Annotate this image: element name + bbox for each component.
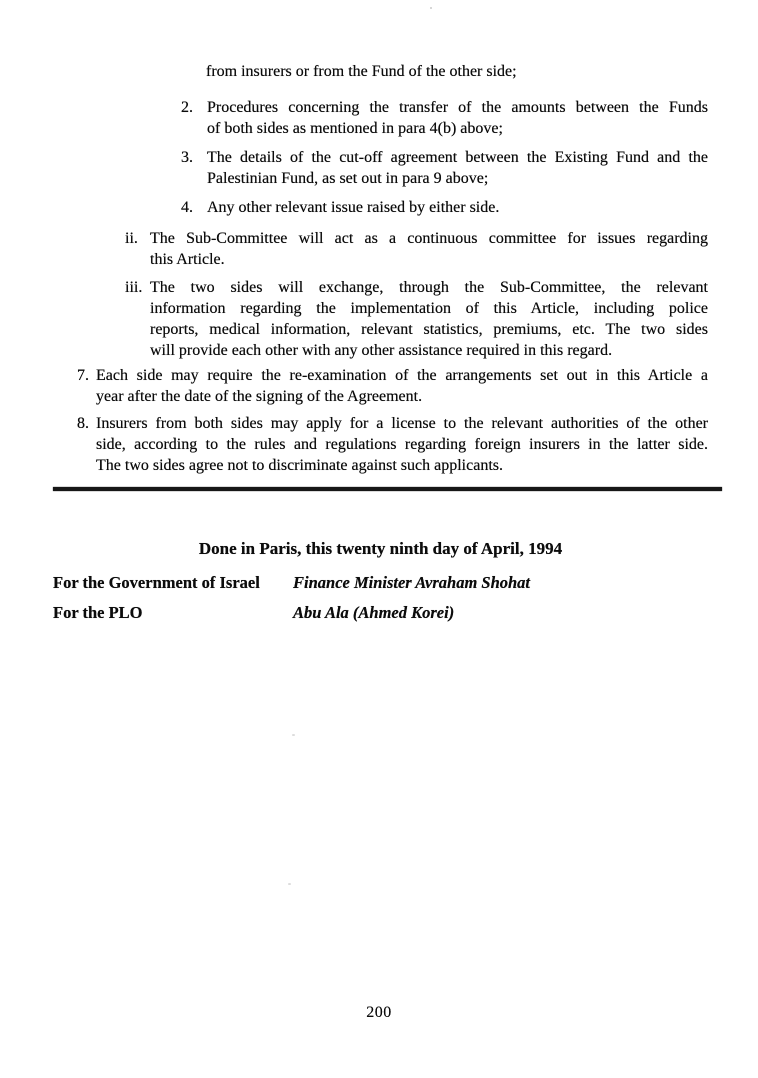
text-line: The details of the cut-off agreement between the Existing Fund and the bbox=[207, 149, 708, 166]
list-marker: 8. bbox=[77, 415, 89, 432]
text-line: The Sub-Committee will act as a continuous committee for issues regarding bbox=[150, 230, 708, 247]
text-line: Palestinian Fund, as set out in para 9 above; bbox=[207, 170, 489, 187]
list-marker: 2. bbox=[181, 99, 193, 116]
scan-artifact bbox=[288, 883, 291, 885]
text-line: side, according to the rules and regulations regarding foreign insurers in the latter side. bbox=[96, 436, 708, 453]
list-item-2 bbox=[181, 97, 708, 139]
signature-signatory: Abu Ala (Ahmed Korei) bbox=[293, 603, 455, 622]
text-line: this Article. bbox=[150, 251, 225, 268]
text-line: of both sides as mentioned in para 4(b) above; bbox=[207, 120, 503, 137]
signature-party: For the PLO bbox=[53, 603, 143, 622]
text-line: reports, medical information, relevant statistics, premiums, etc. The two sides bbox=[150, 321, 708, 338]
text-line: Procedures concerning the transfer of the amounts between the Funds bbox=[207, 99, 708, 116]
text-line: year after the date of the signing of the Agreement. bbox=[96, 388, 423, 405]
text-line: The two sides agree not to discriminate against such applicants. bbox=[96, 457, 503, 474]
list-marker: 7. bbox=[77, 367, 89, 384]
list-marker: iii. bbox=[125, 279, 143, 296]
text-line: information regarding the implementation of this Article, including police bbox=[150, 300, 708, 317]
text-line: The two sides will exchange, through the Sub-Committee, the relevant bbox=[150, 279, 708, 296]
list-item-7 bbox=[77, 365, 708, 407]
text-line: Each side may require the re-examination of the arrangements set out in this Article a bbox=[96, 367, 708, 384]
text-line: Insurers from both sides may apply for a license to the relevant authorities of the other bbox=[96, 415, 708, 432]
signature-signatory: Finance Minister Avraham Shohat bbox=[293, 573, 531, 592]
document-body bbox=[53, 0, 708, 623]
text-line: Any other relevant issue raised by either side. bbox=[207, 199, 500, 216]
list-item-8 bbox=[77, 413, 708, 476]
text-line: from insurers or from the Fund of the other side; bbox=[206, 63, 517, 80]
list-item-iii bbox=[125, 277, 708, 361]
list-item-4 bbox=[181, 197, 708, 218]
page-number: 200 bbox=[366, 1004, 392, 1021]
list-marker: ii. bbox=[125, 230, 138, 247]
list-item-3 bbox=[181, 147, 708, 189]
continuation-line bbox=[206, 61, 708, 82]
signature-row-plo bbox=[53, 602, 708, 623]
text-line: will provide each other with any other assistance required in this regard. bbox=[150, 342, 613, 359]
execution-clause: Done in Paris, this twenty ninth day of April, 1994 bbox=[198, 539, 563, 558]
list-marker: 3. bbox=[181, 149, 193, 166]
signature-party: For the Government of Israel bbox=[53, 573, 260, 592]
signature-row-israel bbox=[53, 572, 708, 593]
horizontal-rule bbox=[53, 487, 722, 491]
list-item-ii bbox=[125, 228, 708, 270]
list-marker: 4. bbox=[181, 199, 193, 216]
scan-artifact bbox=[430, 7, 432, 9]
scan-artifact bbox=[292, 734, 295, 736]
